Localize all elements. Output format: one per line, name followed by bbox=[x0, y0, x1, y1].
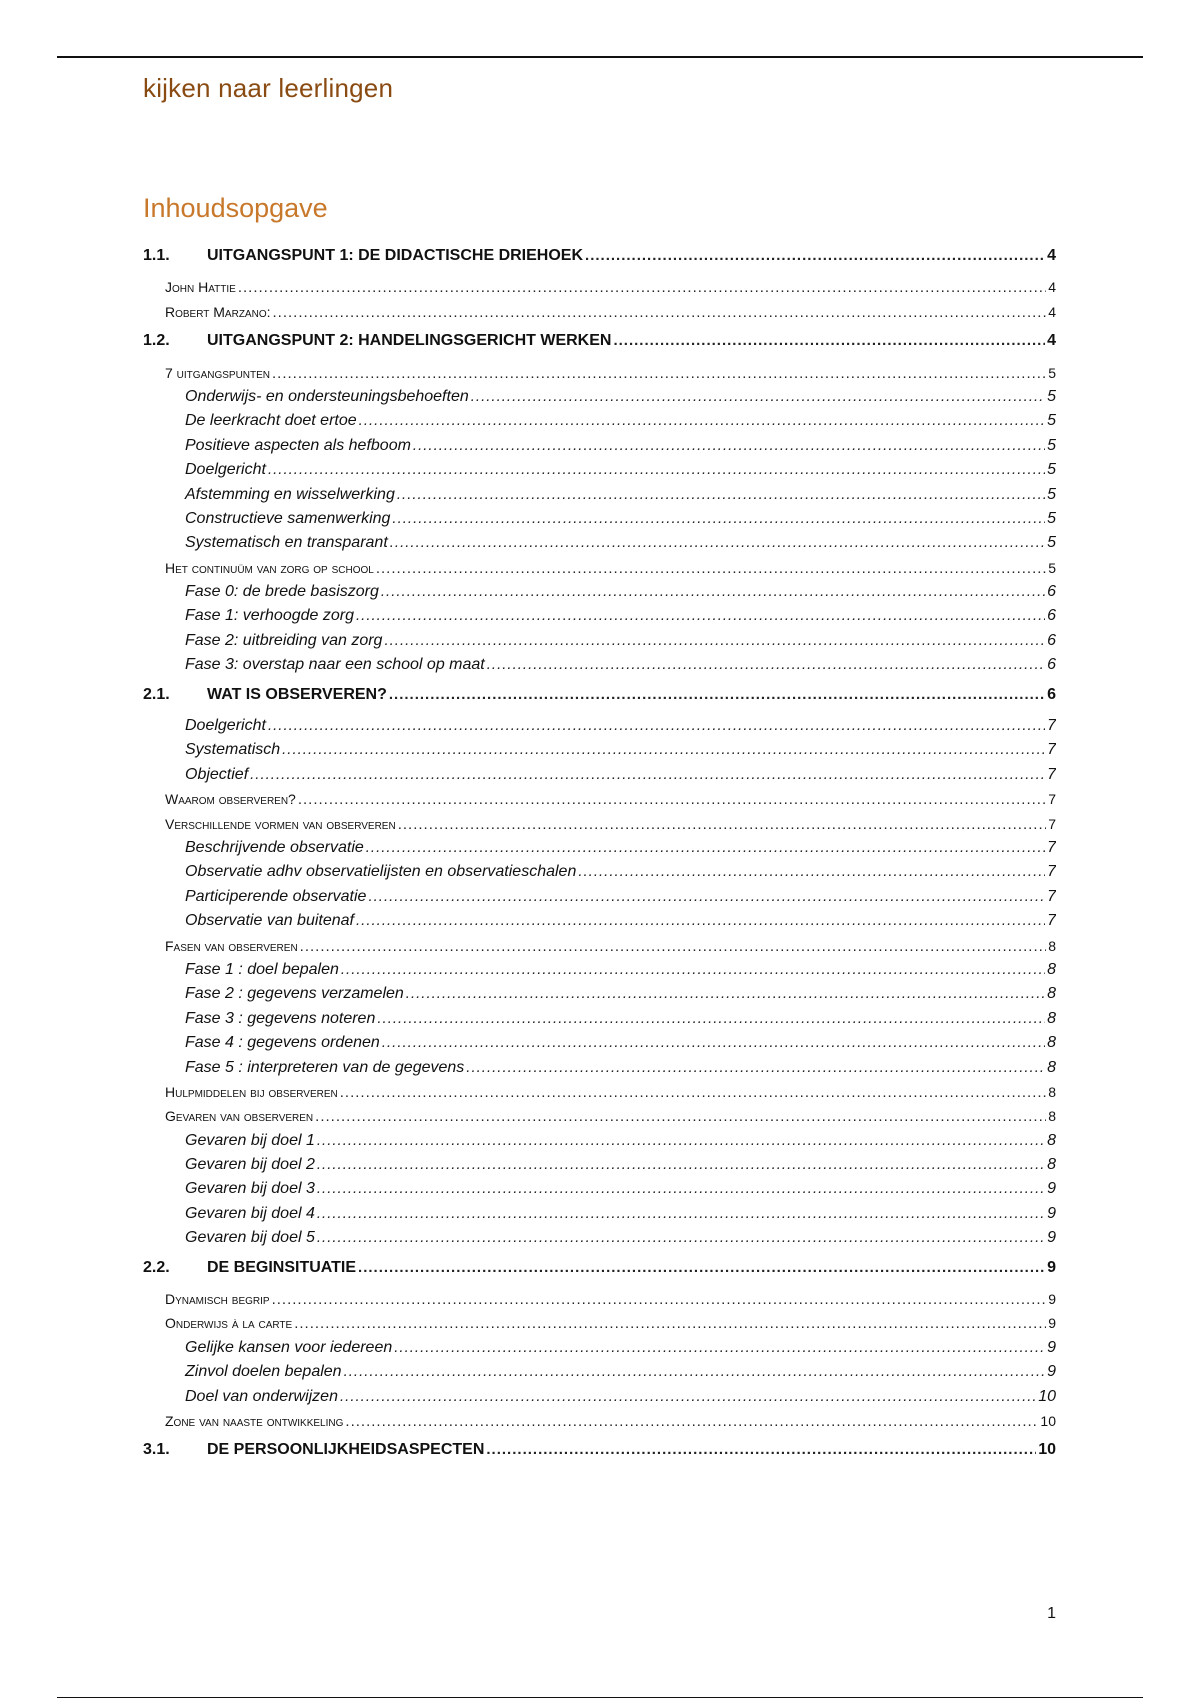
toc-entry-label bbox=[185, 738, 280, 762]
toc-entry[interactable] bbox=[143, 934, 1056, 958]
toc-entry-text: Systematisch en transparant bbox=[185, 534, 388, 552]
toc-entry[interactable] bbox=[143, 1202, 1056, 1226]
toc-entry[interactable] bbox=[143, 1256, 1056, 1280]
toc-dot-leader bbox=[294, 1312, 1046, 1335]
toc-entry-page: 4 bbox=[1048, 279, 1056, 296]
toc-dot-leader bbox=[389, 683, 1045, 707]
toc-entry-text: Observatie adhv observatielijsten en observatieschalen bbox=[185, 863, 577, 881]
toc-entry-text: Gevaren bij doel 3 bbox=[185, 1180, 315, 1198]
toc-entry-number: 2.1. bbox=[143, 685, 170, 703]
toc-entry-page: 9 bbox=[1047, 1258, 1056, 1276]
toc-entry-text: UITGANGSPUNT 2: HANDELINGSGERICHT WERKEN bbox=[207, 332, 612, 350]
toc-entry-text: Fase 4 : gegevens ordenen bbox=[185, 1034, 380, 1052]
toc-entry[interactable] bbox=[143, 1336, 1056, 1360]
toc-entry-page: 9 bbox=[1047, 1338, 1056, 1356]
toc-entry-label bbox=[185, 385, 469, 409]
toc-dot-leader bbox=[471, 385, 1045, 409]
toc-entry-label bbox=[165, 556, 374, 580]
toc-entry-label bbox=[165, 300, 271, 324]
toc-entry[interactable] bbox=[143, 483, 1056, 507]
toc-entry-label bbox=[185, 1360, 342, 1384]
toc-entry-page: 6 bbox=[1047, 685, 1056, 703]
toc-entry-label bbox=[165, 1104, 313, 1128]
toc-entry-page: 5 bbox=[1047, 461, 1056, 479]
toc-entry-text: Constructieve samenwerking bbox=[185, 509, 391, 527]
toc-entry-label bbox=[185, 836, 364, 860]
toc-entry-text: De leerkracht doet ertoe bbox=[185, 412, 357, 430]
toc-entry[interactable] bbox=[143, 300, 1056, 324]
toc-dot-leader bbox=[406, 982, 1045, 1006]
toc-dot-leader bbox=[366, 836, 1045, 860]
toc-entry[interactable] bbox=[143, 531, 1056, 555]
toc-dot-leader bbox=[585, 244, 1045, 268]
toc-dot-leader bbox=[487, 653, 1045, 677]
toc-dot-leader bbox=[376, 557, 1046, 580]
toc-entry-page: 8 bbox=[1048, 937, 1056, 954]
toc-entry-text: Fasen van observeren bbox=[165, 937, 298, 954]
toc-entry[interactable] bbox=[143, 714, 1056, 738]
toc-entry[interactable] bbox=[143, 604, 1056, 628]
toc-entry-label bbox=[165, 1287, 270, 1311]
toc-entry-page: 10 bbox=[1038, 1441, 1056, 1459]
toc-entry-page: 7 bbox=[1047, 887, 1056, 905]
toc-entry[interactable] bbox=[143, 1438, 1056, 1462]
toc-entry-page: 8 bbox=[1047, 1058, 1056, 1076]
toc-entry-page: 9 bbox=[1047, 1180, 1056, 1198]
toc-dot-leader bbox=[268, 458, 1045, 482]
toc-entry-label bbox=[165, 361, 270, 385]
toc-dot-leader bbox=[392, 507, 1045, 531]
toc-entry-label bbox=[185, 458, 266, 482]
toc-entry-page: 8 bbox=[1048, 1083, 1056, 1100]
page-number: 1 bbox=[1047, 1605, 1056, 1622]
toc-entry-text: Zinvol doelen bepalen bbox=[185, 1363, 342, 1381]
toc-entry[interactable] bbox=[143, 361, 1056, 385]
toc-entry-label bbox=[185, 1202, 315, 1226]
toc-entry[interactable] bbox=[143, 763, 1056, 787]
toc-entry-page: 8 bbox=[1047, 1009, 1056, 1027]
toc-entry-text: Robert Marzano: bbox=[165, 303, 271, 320]
toc-entry[interactable] bbox=[143, 244, 1056, 268]
toc-entry[interactable] bbox=[143, 458, 1056, 482]
toc-entry-page: 7 bbox=[1047, 912, 1056, 930]
toc-entry-label bbox=[185, 1153, 315, 1177]
toc-entry-page: 6 bbox=[1047, 583, 1056, 601]
toc-entry-label bbox=[185, 885, 366, 909]
toc-entry-page: 9 bbox=[1047, 1229, 1056, 1247]
toc-entry-page: 5 bbox=[1047, 509, 1056, 527]
toc-entry[interactable] bbox=[143, 1153, 1056, 1177]
toc-entry-page: 5 bbox=[1047, 387, 1056, 405]
toc-entry-label bbox=[165, 812, 396, 836]
toc-entry[interactable] bbox=[143, 1031, 1056, 1055]
toc-dot-leader bbox=[578, 860, 1045, 884]
toc-entry[interactable] bbox=[143, 1007, 1056, 1031]
toc-entry-label bbox=[143, 244, 583, 268]
toc-entry[interactable] bbox=[143, 1080, 1056, 1104]
toc-entry-page: 10 bbox=[1040, 1412, 1056, 1429]
toc-entry-text: Gevaren bij doel 1 bbox=[185, 1131, 315, 1149]
toc-dot-leader bbox=[317, 1202, 1045, 1226]
toc-entry[interactable] bbox=[143, 1104, 1056, 1128]
toc-entry-page: 8 bbox=[1047, 985, 1056, 1003]
toc-entry[interactable] bbox=[143, 958, 1056, 982]
toc-entry-label bbox=[143, 1256, 356, 1280]
toc-entry-text: DE BEGINSITUATIE bbox=[207, 1258, 357, 1276]
toc-entry-page: 7 bbox=[1047, 838, 1056, 856]
toc-dot-leader bbox=[317, 1153, 1045, 1177]
toc-dot-leader bbox=[356, 909, 1045, 933]
toc-heading: Inhoudsopgave bbox=[143, 193, 328, 223]
toc-entry[interactable] bbox=[143, 1385, 1056, 1409]
toc-entry-page: 8 bbox=[1047, 1156, 1056, 1174]
toc-entry-text: Fase 2: uitbreiding van zorg bbox=[185, 631, 383, 649]
toc-entry-page: 8 bbox=[1047, 1034, 1056, 1052]
toc-entry-label bbox=[185, 507, 390, 531]
toc-entry[interactable] bbox=[143, 1311, 1056, 1335]
toc-entry[interactable] bbox=[143, 909, 1056, 933]
toc-entry-label bbox=[165, 1311, 292, 1335]
toc-entry-text: Doelgericht bbox=[185, 717, 266, 735]
toc-dot-leader bbox=[486, 1438, 1036, 1462]
toc-entry-label bbox=[185, 629, 382, 653]
toc-entry[interactable] bbox=[143, 812, 1056, 836]
toc-entry[interactable] bbox=[143, 275, 1056, 299]
toc-entry-page: 10 bbox=[1038, 1387, 1056, 1405]
toc-entry[interactable] bbox=[143, 385, 1056, 409]
toc-entry[interactable] bbox=[143, 1409, 1056, 1433]
toc-entry-page: 7 bbox=[1047, 741, 1056, 759]
toc-entry-text: Gevaren bij doel 4 bbox=[185, 1204, 315, 1222]
toc-dot-leader bbox=[358, 1256, 1045, 1280]
table-of-contents bbox=[143, 244, 1056, 1470]
toc-entry-text: Beschrijvende observatie bbox=[185, 838, 364, 856]
toc-entry-label bbox=[165, 934, 298, 958]
toc-entry[interactable] bbox=[143, 1177, 1056, 1201]
toc-dot-leader bbox=[300, 935, 1047, 958]
toc-dot-leader bbox=[413, 434, 1045, 458]
toc-entry-label bbox=[185, 763, 248, 787]
document-header-title: kijken naar leerlingen bbox=[143, 73, 394, 103]
toc-entry-text: Doelgericht bbox=[185, 461, 266, 479]
toc-entry-label bbox=[185, 434, 411, 458]
toc-entry-text: Afstemming en wisselwerking bbox=[185, 485, 395, 503]
toc-entry[interactable] bbox=[143, 629, 1056, 653]
toc-entry[interactable] bbox=[143, 836, 1056, 860]
toc-entry-label bbox=[143, 329, 611, 353]
toc-dot-leader bbox=[268, 714, 1045, 738]
toc-entry-page: 6 bbox=[1047, 656, 1056, 674]
toc-dot-leader bbox=[613, 329, 1045, 353]
toc-dot-leader bbox=[394, 1336, 1045, 1360]
toc-entry[interactable] bbox=[143, 738, 1056, 762]
toc-entry[interactable] bbox=[143, 556, 1056, 580]
toc-entry[interactable] bbox=[143, 1360, 1056, 1384]
toc-entry-page: 7 bbox=[1047, 765, 1056, 783]
toc-entry-label bbox=[185, 580, 379, 604]
toc-entry-label bbox=[165, 275, 236, 299]
toc-dot-leader bbox=[466, 1056, 1045, 1080]
toc-entry-text: Gevaren bij doel 5 bbox=[185, 1229, 315, 1247]
toc-entry-page: 8 bbox=[1047, 960, 1056, 978]
toc-dot-leader bbox=[317, 1226, 1045, 1250]
toc-entry-text: Het continuüm van zorg op school bbox=[165, 559, 374, 576]
toc-entry-text: Fase 0: de brede basiszorg bbox=[185, 583, 379, 601]
toc-entry-text: Doel van onderwijzen bbox=[185, 1387, 338, 1405]
toc-entry-page: 5 bbox=[1047, 412, 1056, 430]
toc-entry-page: 7 bbox=[1047, 717, 1056, 735]
toc-entry-label bbox=[143, 683, 387, 707]
toc-entry-page: 9 bbox=[1048, 1291, 1056, 1308]
toc-entry-text: 7 uitgangspunten bbox=[165, 364, 271, 381]
toc-entry-page: 7 bbox=[1047, 863, 1056, 881]
toc-entry-text: Fase 3 : gegevens noteren bbox=[185, 1009, 376, 1027]
toc-entry-label bbox=[185, 1336, 392, 1360]
toc-entry-text: Gelijke kansen voor iedereen bbox=[185, 1338, 393, 1356]
toc-entry[interactable] bbox=[143, 860, 1056, 884]
toc-entry-text: Fase 5 : interpreteren van de gegevens bbox=[185, 1058, 465, 1076]
toc-entry-label bbox=[185, 1056, 464, 1080]
toc-entry-page: 5 bbox=[1047, 485, 1056, 503]
toc-entry-label bbox=[185, 1226, 315, 1250]
toc-entry[interactable] bbox=[143, 507, 1056, 531]
toc-entry-text: DE PERSOONLIJKHEIDSASPECTEN bbox=[207, 1441, 485, 1459]
toc-entry-text: Fase 1 : doel bepalen bbox=[185, 960, 339, 978]
toc-dot-leader bbox=[273, 301, 1047, 324]
toc-entry-page: 9 bbox=[1047, 1363, 1056, 1381]
toc-dot-leader bbox=[344, 1360, 1046, 1384]
toc-entry-page: 5 bbox=[1048, 364, 1056, 381]
toc-entry-page: 7 bbox=[1048, 791, 1056, 808]
toc-entry-text: Gevaren van observeren bbox=[165, 1108, 314, 1125]
toc-entry-text: Onderwijs à la carte bbox=[165, 1315, 293, 1332]
toc-dot-leader bbox=[345, 1410, 1038, 1433]
toc-entry-page: 9 bbox=[1048, 1315, 1056, 1332]
toc-entry-text: Verschillende vormen van observeren bbox=[165, 815, 396, 832]
toc-entry[interactable] bbox=[143, 1226, 1056, 1250]
toc-entry-text: Fase 3: overstap naar een school op maat bbox=[185, 656, 485, 674]
toc-entry-label bbox=[185, 909, 354, 933]
footer-rule bbox=[57, 1697, 1143, 1698]
toc-entry[interactable] bbox=[143, 1129, 1056, 1153]
toc-dot-leader bbox=[377, 1007, 1045, 1031]
header-rule bbox=[57, 56, 1143, 58]
toc-dot-leader bbox=[298, 788, 1046, 811]
toc-entry-page: 6 bbox=[1047, 631, 1056, 649]
toc-entry[interactable] bbox=[143, 1287, 1056, 1311]
toc-entry-label bbox=[185, 653, 485, 677]
toc-entry-label bbox=[185, 483, 395, 507]
toc-entry-page: 7 bbox=[1048, 815, 1056, 832]
toc-dot-leader bbox=[250, 763, 1045, 787]
toc-entry-label bbox=[185, 1129, 315, 1153]
toc-entry-page: 4 bbox=[1048, 303, 1056, 320]
toc-entry[interactable] bbox=[143, 653, 1056, 677]
toc-entry-text: Dynamisch begrip bbox=[165, 1291, 270, 1308]
toc-entry[interactable] bbox=[143, 580, 1056, 604]
toc-entry-label bbox=[165, 787, 296, 811]
toc-entry-page: 5 bbox=[1048, 559, 1056, 576]
toc-dot-leader bbox=[340, 1385, 1036, 1409]
toc-entry-page: 4 bbox=[1047, 247, 1056, 264]
toc-entry-label bbox=[165, 1080, 338, 1104]
toc-dot-leader bbox=[359, 409, 1045, 433]
toc-dot-leader bbox=[272, 1288, 1047, 1311]
toc-entry-text: Hulpmiddelen bij observeren bbox=[165, 1083, 338, 1100]
toc-dot-leader bbox=[382, 1031, 1045, 1055]
toc-entry[interactable] bbox=[143, 982, 1056, 1006]
toc-entry[interactable] bbox=[143, 434, 1056, 458]
toc-entry-label bbox=[185, 1177, 315, 1201]
toc-entry[interactable] bbox=[143, 409, 1056, 433]
toc-entry-text: Zone van naaste ontwikkeling bbox=[165, 1412, 344, 1429]
toc-entry-page: 5 bbox=[1047, 436, 1056, 454]
toc-entry-page: 6 bbox=[1047, 607, 1056, 625]
toc-entry-text: UITGANGSPUNT 1: DE DIDACTISCHE DRIEHOEK bbox=[207, 247, 584, 264]
toc-dot-leader bbox=[340, 1081, 1046, 1104]
toc-dot-leader bbox=[238, 276, 1046, 299]
toc-dot-leader bbox=[381, 580, 1045, 604]
toc-dot-leader bbox=[384, 629, 1045, 653]
toc-entry-number: 2.2. bbox=[143, 1258, 170, 1276]
toc-entry-text: Onderwijs- en ondersteuningsbehoeften bbox=[185, 387, 469, 405]
toc-dot-leader bbox=[341, 958, 1045, 982]
toc-entry-text: Positieve aspecten als hefboom bbox=[185, 436, 411, 454]
toc-entry-label bbox=[185, 1031, 380, 1055]
toc-entry-text: Participerende observatie bbox=[185, 887, 367, 905]
toc-entry-label bbox=[185, 531, 388, 555]
toc-entry[interactable] bbox=[143, 683, 1056, 707]
toc-entry-number: 1.1. bbox=[143, 247, 170, 264]
toc-dot-leader bbox=[398, 813, 1047, 836]
toc-dot-leader bbox=[315, 1105, 1046, 1128]
toc-entry-label bbox=[185, 604, 354, 628]
toc-dot-leader bbox=[368, 885, 1045, 909]
toc-dot-leader bbox=[356, 604, 1045, 628]
toc-entry[interactable] bbox=[143, 885, 1056, 909]
toc-entry-label bbox=[143, 1438, 484, 1462]
toc-entry-label bbox=[185, 958, 339, 982]
toc-entry-text: John Hattie bbox=[165, 279, 236, 296]
toc-dot-leader bbox=[282, 738, 1045, 762]
toc-entry-text: Fase 2 : gegevens verzamelen bbox=[185, 985, 404, 1003]
toc-entry-text: Systematisch bbox=[185, 741, 281, 759]
toc-entry-number: 3.1. bbox=[143, 1441, 170, 1459]
toc-entry-page: 9 bbox=[1047, 1204, 1056, 1222]
toc-entry-label bbox=[185, 860, 576, 884]
toc-entry-text: Waarom observeren? bbox=[165, 791, 296, 808]
toc-entry-label bbox=[185, 1007, 375, 1031]
toc-entry-text: Objectief bbox=[185, 765, 249, 783]
toc-entry-label bbox=[185, 409, 357, 433]
toc-entry[interactable] bbox=[143, 1056, 1056, 1080]
toc-entry-text: Fase 1: verhoogde zorg bbox=[185, 607, 354, 625]
toc-entry[interactable] bbox=[143, 329, 1056, 353]
toc-entry-page: 4 bbox=[1047, 332, 1056, 350]
toc-entry-page: 5 bbox=[1047, 534, 1056, 552]
toc-dot-leader bbox=[317, 1177, 1045, 1201]
toc-entry-number: 1.2. bbox=[143, 332, 170, 350]
toc-entry[interactable] bbox=[143, 787, 1056, 811]
toc-entry-text: Gevaren bij doel 2 bbox=[185, 1156, 315, 1174]
toc-entry-label bbox=[165, 1409, 343, 1433]
toc-entry-label bbox=[185, 1385, 338, 1409]
toc-entry-text: WAT IS OBSERVEREN? bbox=[207, 685, 387, 703]
toc-entry-page: 8 bbox=[1047, 1131, 1056, 1149]
toc-entry-page: 8 bbox=[1048, 1108, 1056, 1125]
toc-dot-leader bbox=[390, 531, 1045, 555]
toc-dot-leader bbox=[317, 1129, 1045, 1153]
toc-entry-label bbox=[185, 982, 404, 1006]
toc-dot-leader bbox=[397, 483, 1045, 507]
toc-entry-text: Observatie van buitenaf bbox=[185, 912, 354, 930]
toc-entry-label bbox=[185, 714, 266, 738]
toc-dot-leader bbox=[272, 362, 1046, 385]
